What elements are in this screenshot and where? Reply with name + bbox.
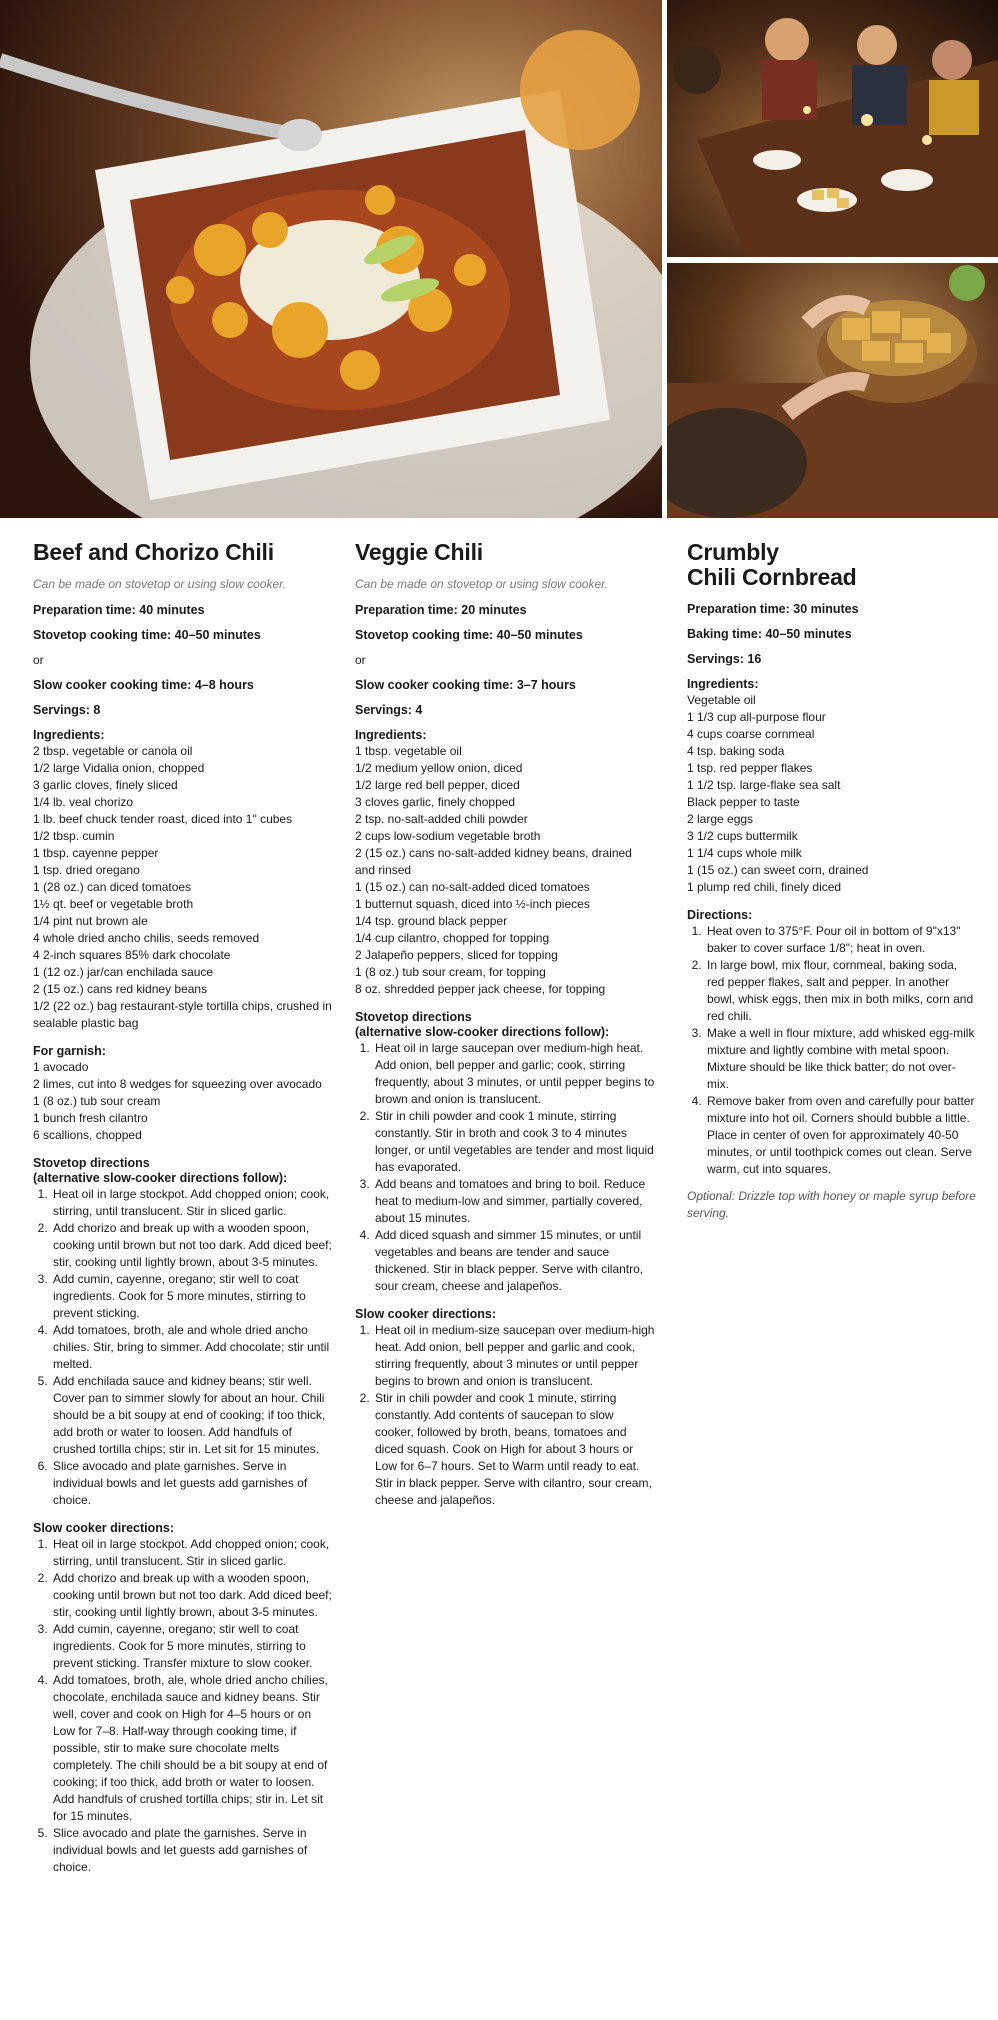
- ingredient-item: 4 cups coarse cornmeal: [687, 727, 815, 741]
- direction-step: 1. Heat oil in medium-size saucepan over medium-high heat. Add onion, bell pepper and garlic and cook, stirring frequently, about 3 minutes or until pepper begins to brown and onion is translucent.: [373, 1322, 655, 1390]
- direction-step: 4. Add tomatoes, broth, ale, whole dried ancho chilies, chocolate, enchilada sauce and kidney beans. Stir well, cover and cook on High for 4–5 hours or on Low for 7–8. Half-way through cooking time, if possible, stir to make sure chocolate melts completely. The chili should be a bit soupy at end of cooking; if too thick, add broth or water to loosen. Add handfuls of crushed tortilla chips; stir in. Let sit for 15 minutes.: [51, 1672, 333, 1825]
- ingredient-item: 2 cups low-sodium vegetable broth: [355, 829, 541, 843]
- stovetop-time: Stovetop cooking time: 40–50 minutes: [33, 628, 261, 642]
- garnish-list: [33, 1059, 333, 1144]
- ingredient-item: 2 large eggs: [687, 812, 754, 826]
- direction-step: 2. In large bowl, mix flour, cornmeal, baking soda, red pepper flakes, salt and pepper. In another bowl, whisk eggs, then mix in both milks, corn and red chili.: [705, 957, 977, 1025]
- recipe-title: Beef and Chorizo Chili: [33, 539, 274, 565]
- direction-step: 3. Add cumin, cayenne, oregano; stir well to coat ingredients. Cook for 5 more minutes, stirring to prevent sticking.: [51, 1271, 333, 1322]
- ingredients-list: [687, 692, 977, 896]
- ingredient-item: 1/2 large Vidalia onion, chopped: [33, 761, 205, 775]
- stovetop-steps: [33, 1186, 333, 1509]
- ingredient-item: 1/4 pint nut brown ale: [33, 914, 148, 928]
- ingredient-item: 4 whole dried ancho chilis, seeds removed: [33, 931, 260, 945]
- slow-cooker-steps: [355, 1322, 655, 1509]
- stovetop-heading: Stovetop directions: [355, 1010, 472, 1024]
- ingredients-list: [355, 743, 655, 998]
- ingredient-item: 1 (15 oz.) can no-salt-added diced tomatoes: [355, 880, 590, 894]
- ingredient-item: 1 tbsp. vegetable oil: [355, 744, 462, 758]
- slow-cooker-time: Slow cooker cooking time: 4–8 hours: [33, 678, 254, 692]
- cornbread-recipe: [687, 540, 977, 1222]
- dinner-table-photo: [667, 0, 998, 257]
- ingredient-item: 1 (12 oz.) jar/can enchilada sauce: [33, 965, 214, 979]
- prep-time: Preparation time: 20 minutes: [355, 603, 527, 617]
- recipe-subtitle: Can be made on stovetop or using slow cooker.: [33, 577, 287, 591]
- or-label: or: [33, 653, 44, 667]
- directions-steps: [687, 923, 977, 1178]
- veggie-chili-recipe: [355, 540, 655, 1519]
- recipe-title: [687, 540, 977, 590]
- beef-chorizo-recipe: [33, 540, 333, 1886]
- stovetop-heading: Stovetop directions: [33, 1156, 150, 1170]
- slow-cooker-steps: [33, 1536, 333, 1876]
- or-label: or: [355, 653, 366, 667]
- ingredient-item: 3 cloves garlic, finely chopped: [355, 795, 516, 809]
- cornbread-basket-image: [667, 263, 998, 518]
- stovetop-steps: [355, 1040, 655, 1295]
- garnish-item: 1 (8 oz.) tub sour cream: [33, 1094, 161, 1108]
- ingredient-item: 1 tsp. red pepper flakes: [687, 761, 813, 775]
- garnish-item: 1 avocado: [33, 1060, 89, 1074]
- direction-step: 2. Add chorizo and break up with a wooden spoon, cooking until brown but not too dark. Add diced beef; stir, cooking until lightly brown, about 3-5 minutes.: [51, 1220, 333, 1271]
- ingredient-item: 1 1/3 cup all-purpose flour: [687, 710, 826, 724]
- baking-time: Baking time: 40–50 minutes: [687, 627, 852, 641]
- direction-step: 3. Add cumin, cayenne, oregano; stir well to coat ingredients. Cook for 5 more minutes, stirring to prevent sticking. Transfer mixture to slow cooker.: [51, 1621, 333, 1672]
- ingredient-item: 3 1/2 cups buttermilk: [687, 829, 798, 843]
- ingredient-item: 3 garlic cloves, finely sliced: [33, 778, 178, 792]
- slow-cooker-heading: Slow cooker directions:: [355, 1307, 497, 1321]
- ingredient-item: 1 (28 oz.) can diced tomatoes: [33, 880, 192, 894]
- servings: Servings: 16: [687, 652, 762, 666]
- recipe-title-line2: Chili Cornbread: [687, 564, 857, 590]
- garnish-item: 1 bunch fresh cilantro: [33, 1111, 148, 1125]
- direction-step: 1. Heat oven to 375°F. Pour oil in bottom of 9"x13" baker to cover surface 1/8"; heat in oven.: [705, 923, 977, 957]
- ingredient-item: 4 tsp. baking soda: [687, 744, 785, 758]
- optional-note: Optional: Drizzle top with honey or maple syrup before serving.: [687, 1189, 976, 1220]
- ingredient-item: Black pepper to taste: [687, 795, 800, 809]
- chili-bowl-photo: [0, 0, 662, 518]
- ingredients-heading: Ingredients:: [687, 677, 759, 691]
- direction-step: 1. Heat oil in large saucepan over medium-high heat. Add onion, bell pepper and garlic; cook, stirring frequently, about 3 minutes, or until pepper begins to brown and onion is translucent.: [373, 1040, 655, 1108]
- direction-step: 2. Stir in chili powder and cook 1 minute, stirring constantly. Add contents of saucepan to slow cooker, followed by broth, beans, tomatoes and diced squash. Cook on High for about 3 hours or Low for 6–7 hours. Set to Warm until ready to eat. Stir in black pepper. Serve with cilantro, sour cream, cheese and jalapeños.: [373, 1390, 655, 1509]
- ingredient-item: 2 tsp. no-salt-added chili powder: [355, 812, 528, 826]
- direction-step: 2. Stir in chili powder and cook 1 minute, stirring constantly. Stir in broth and cook 3 to 4 minutes longer, or until vegetables are tender and most liquid has evaporated.: [373, 1108, 655, 1176]
- ingredient-item: 2 (15 oz.) cans red kidney beans: [33, 982, 208, 996]
- recipe-title: Veggie Chili: [355, 539, 483, 565]
- slow-cooker-time: Slow cooker cooking time: 3–7 hours: [355, 678, 576, 692]
- ingredient-item: 1/4 cup cilantro, chopped for topping: [355, 931, 550, 945]
- ingredients-list: [33, 743, 333, 1032]
- ingredient-item: 4 2-inch squares 85% dark chocolate: [33, 948, 231, 962]
- direction-step: 3. Add beans and tomatoes and bring to boil. Reduce heat to medium-low and simmer, partially covered, about 15 minutes.: [373, 1176, 655, 1227]
- direction-step: 6. Slice avocado and plate garnishes. Serve in individual bowls and let guests add garnishes of choice.: [51, 1458, 333, 1509]
- ingredient-item: 1 lb. beef chuck tender roast, diced into 1" cubes: [33, 812, 293, 826]
- photo-strip: [0, 0, 998, 518]
- direction-step: 4. Add tomatoes, broth, ale and whole dried ancho chilies. Stir, bring to simmer. Add chocolate; stir until melted.: [51, 1322, 333, 1373]
- ingredient-item: 1/2 (22 oz.) bag restaurant-style tortilla chips, crushed in sealable plastic bag: [33, 999, 332, 1030]
- stovetop-time: Stovetop cooking time: 40–50 minutes: [355, 628, 583, 642]
- ingredient-item: 1 1/2 tsp. large-flake sea salt: [687, 778, 841, 792]
- cornbread-basket-photo: [667, 263, 998, 518]
- servings: Servings: 4: [355, 703, 423, 717]
- prep-time: Preparation time: 40 minutes: [33, 603, 205, 617]
- garnish-item: 6 scallions, chopped: [33, 1128, 142, 1142]
- ingredient-item: 1 1/4 cups whole milk: [687, 846, 802, 860]
- recipe-title-line1: Crumbly: [687, 539, 779, 565]
- ingredient-item: 1 tbsp. cayenne pepper: [33, 846, 159, 860]
- ingredient-item: 1/2 large red bell pepper, diced: [355, 778, 520, 792]
- ingredient-item: 8 oz. shredded pepper jack cheese, for topping: [355, 982, 606, 996]
- garnish-heading: For garnish:: [33, 1044, 106, 1058]
- stovetop-heading-note: (alternative slow-cooker directions follow):: [355, 1025, 610, 1039]
- ingredients-heading: Ingredients:: [355, 728, 427, 742]
- ingredient-item: 2 tbsp. vegetable or canola oil: [33, 744, 193, 758]
- ingredient-item: 1 (15 oz.) can sweet corn, drained: [687, 863, 869, 877]
- ingredient-item: 1 butternut squash, diced into ½-inch pieces: [355, 897, 590, 911]
- direction-step: 1. Heat oil in large stockpot. Add chopped onion; cook, stirring, until translucent. Stir in sliced garlic.: [51, 1186, 333, 1220]
- chili-bowl-image: [0, 0, 662, 518]
- ingredient-item: 1 plump red chili, finely diced: [687, 880, 842, 894]
- ingredient-item: 1/2 tbsp. cumin: [33, 829, 115, 843]
- directions-heading: Directions:: [687, 908, 753, 922]
- dinner-table-image: [667, 0, 998, 257]
- ingredient-item: 2 (15 oz.) cans no-salt-added kidney beans, drained and rinsed: [355, 846, 632, 877]
- direction-step: 1. Heat oil in large stockpot. Add chopped onion; cook, stirring, until translucent. Stir in sliced garlic.: [51, 1536, 333, 1570]
- prep-time: Preparation time: 30 minutes: [687, 602, 859, 616]
- garnish-item: 2 limes, cut into 8 wedges for squeezing over avocado: [33, 1077, 322, 1091]
- ingredient-item: 1 tsp. dried oregano: [33, 863, 140, 877]
- stovetop-heading-note: (alternative slow-cooker directions follow):: [33, 1171, 288, 1185]
- direction-step: 2. Add chorizo and break up with a wooden spoon, cooking until brown but not too dark. Add diced beef; stir, cooking until lightly brown, about 3-5 minutes.: [51, 1570, 333, 1621]
- recipe-subtitle: Can be made on stovetop or using slow cooker.: [355, 577, 609, 591]
- ingredient-item: 1½ qt. beef or vegetable broth: [33, 897, 194, 911]
- ingredient-item: Vegetable oil: [687, 693, 756, 707]
- ingredient-item: 1/2 medium yellow onion, diced: [355, 761, 523, 775]
- ingredient-item: 1/4 lb. veal chorizo: [33, 795, 134, 809]
- slow-cooker-heading: Slow cooker directions:: [33, 1521, 175, 1535]
- direction-step: 4. Remove baker from oven and carefully pour batter mixture into hot oil. Corners should bubble a little. Place in center of oven for approximately 40-50 minutes, or until toothpick comes out clean. Serve warm, cut into squares.: [705, 1093, 977, 1178]
- direction-step: 5. Slice avocado and plate the garnishes. Serve in individual bowls and let guests add garnishes of choice.: [51, 1825, 333, 1876]
- direction-step: 5. Add enchilada sauce and kidney beans; stir well. Cover pan to simmer slowly for about an hour. Chili should be a bit soupy at end of cooking; if too thick, add broth or water to loosen. Add handfuls of crushed tortilla chips; stir in. Let sit for 15 minutes.: [51, 1373, 333, 1458]
- ingredients-heading: Ingredients:: [33, 728, 105, 742]
- ingredient-item: 1/4 tsp. ground black pepper: [355, 914, 508, 928]
- ingredient-item: 1 (8 oz.) tub sour cream, for topping: [355, 965, 546, 979]
- servings: Servings: 8: [33, 703, 101, 717]
- direction-step: 4. Add diced squash and simmer 15 minutes, or until vegetables and beans are tender and sauce thickened. Stir in black pepper. Serve with cilantro, sour cream, cheese and jalapeños.: [373, 1227, 655, 1295]
- direction-step: 3. Make a well in flour mixture, add whisked egg-milk mixture and lightly combine with metal spoon. Mixture should be like thick batter; do not over-mix.: [705, 1025, 977, 1093]
- ingredient-item: 2 Jalapeño peppers, sliced for topping: [355, 948, 558, 962]
